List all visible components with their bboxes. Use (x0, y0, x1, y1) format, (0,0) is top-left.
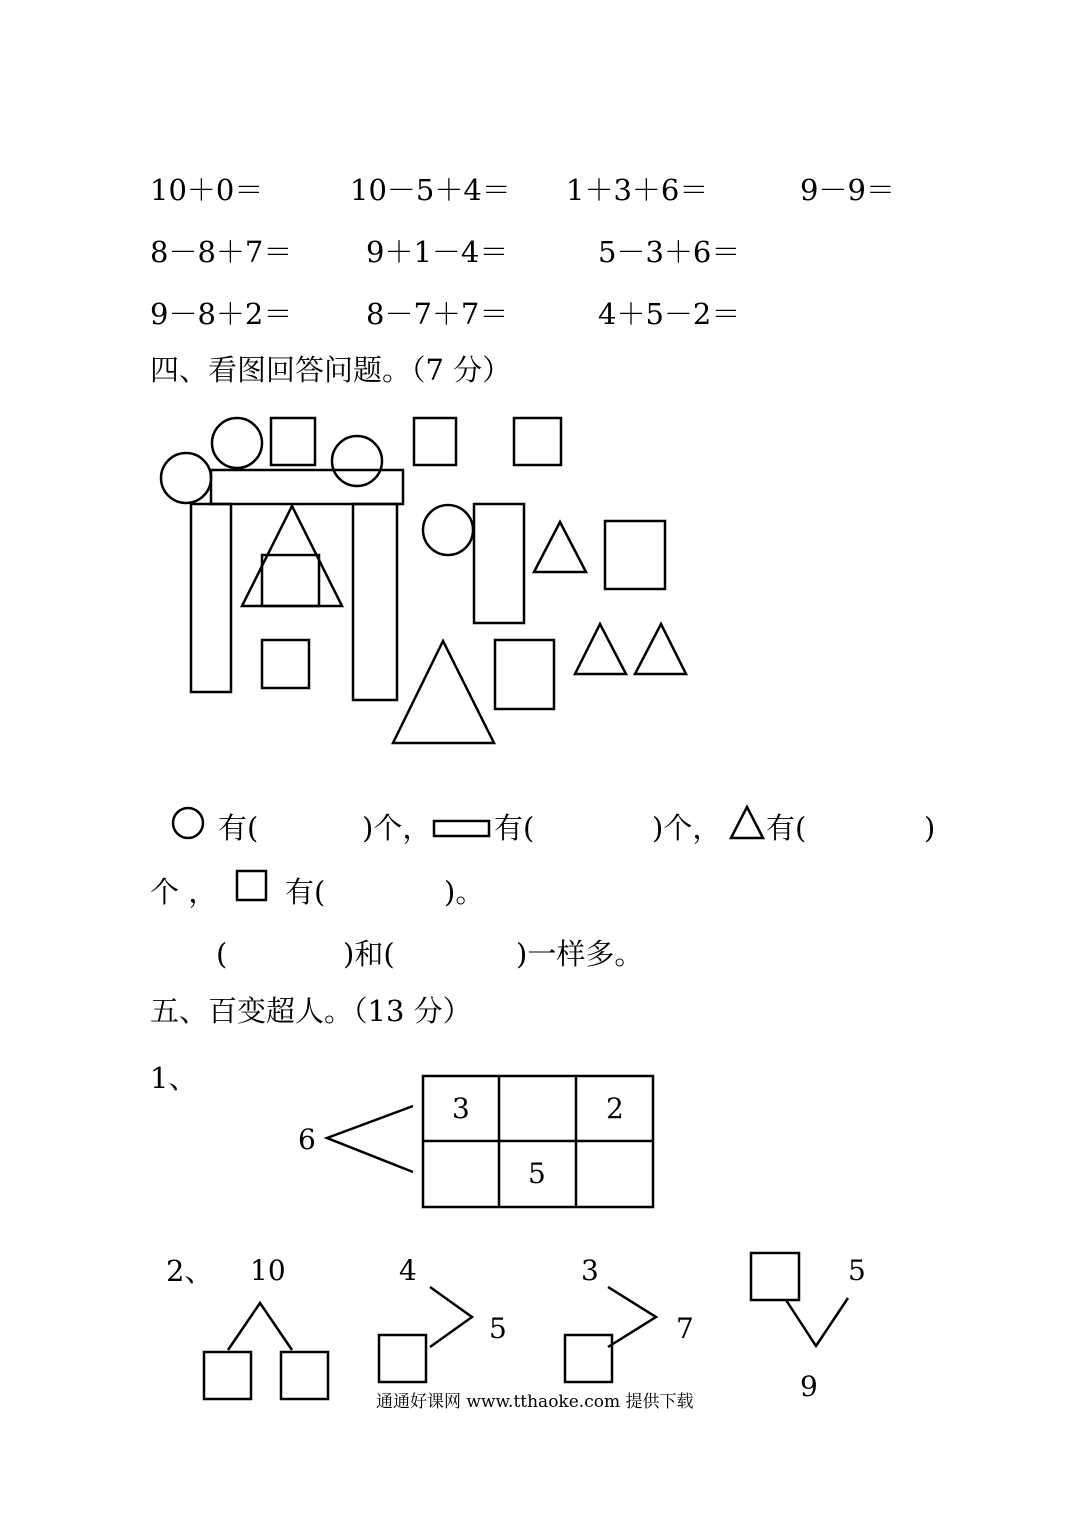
part2-b-top: 4 (399, 1254, 417, 1287)
part2-c-right: 7 (676, 1312, 694, 1345)
square-shape (262, 555, 319, 606)
part2-d-top: 5 (848, 1254, 866, 1287)
triangle-shape (635, 624, 686, 674)
q1-rect-text: 有( (494, 811, 535, 845)
rectangle-shape (353, 504, 397, 700)
equation-1-1: 10＋0＝ (150, 173, 264, 207)
part2-c-top: 3 (581, 1254, 599, 1287)
split-lines (786, 1298, 848, 1346)
answer-box (204, 1352, 251, 1399)
part1-total: 6 (298, 1123, 316, 1156)
q1-circle-text: 有( (218, 811, 259, 845)
q2-square-text: 有( (285, 875, 326, 909)
split-lines (430, 1287, 472, 1347)
square-shape (262, 640, 309, 688)
part2-a-top: 10 (250, 1254, 286, 1287)
split-lines (228, 1303, 292, 1350)
footer-source: 通通好课网 www.tthaoke.com 提供下载 (376, 1392, 694, 1412)
equation-1-2: 10－5＋4＝ (350, 173, 511, 207)
rectangle-shape (211, 470, 403, 504)
circle-shape (212, 418, 262, 468)
square-shape (514, 418, 561, 465)
q3-and: )和( (343, 937, 395, 971)
circle-shape (423, 505, 473, 555)
answer-box (751, 1253, 799, 1300)
section4-title: 四、看图回答问题。（7 分） (150, 353, 512, 387)
circle-shape (332, 436, 382, 486)
part2-b-right: 5 (489, 1312, 507, 1345)
equation-3-1: 9－8＋2＝ (150, 297, 293, 331)
rectangle-icon (434, 821, 489, 836)
equation-3-2: 8－7＋7＝ (366, 297, 509, 331)
table-cell-1: 3 (452, 1092, 470, 1125)
q3-open: ( (216, 937, 228, 971)
split-lines (327, 1106, 413, 1172)
equation-1-3: 1＋3＋6＝ (566, 173, 709, 207)
triangle-icon (731, 807, 763, 838)
equation-1-4: 9－9＝ (800, 173, 895, 207)
equation-2-2: 9＋1－4＝ (366, 235, 509, 269)
q1-triangle-text: 有( (766, 811, 807, 845)
q1-circle-close: )个， (362, 811, 432, 845)
square-shape (414, 418, 456, 465)
triangle-shape (393, 641, 494, 743)
table-cell-5: 5 (528, 1157, 546, 1190)
equation-2-3: 5－3＋6＝ (598, 235, 741, 269)
rectangle-shape (474, 504, 524, 623)
triangle-shape (534, 522, 586, 572)
q1-triangle-close: ) (924, 811, 936, 845)
table-cell-3: 2 (606, 1092, 624, 1125)
square-shape (495, 640, 554, 709)
q2-square-close: )。 (444, 875, 485, 909)
answer-box (379, 1335, 426, 1382)
part2-d-bottom: 9 (800, 1370, 818, 1403)
q2-unit: 个 ， (150, 875, 218, 909)
square-shape (271, 418, 315, 465)
section5-title: 五、百变超人。（13 分） (150, 994, 472, 1028)
q3-same-amount: )一样多。 (516, 937, 644, 971)
answer-box (281, 1352, 328, 1399)
part2-label: 2、 (166, 1254, 214, 1288)
circle-icon (173, 808, 203, 838)
square-icon (237, 871, 266, 900)
equation-3-3: 4＋5－2＝ (598, 297, 741, 331)
rectangle-shape (191, 504, 231, 692)
split-lines (608, 1287, 656, 1347)
part1-label: 1、 (150, 1061, 198, 1095)
equation-2-1: 8－8＋7＝ (150, 235, 293, 269)
circle-shape (161, 453, 211, 503)
square-shape (605, 521, 665, 589)
q1-rect-close: )个， (652, 811, 722, 845)
triangle-shape (575, 624, 626, 674)
answer-box (565, 1335, 612, 1382)
